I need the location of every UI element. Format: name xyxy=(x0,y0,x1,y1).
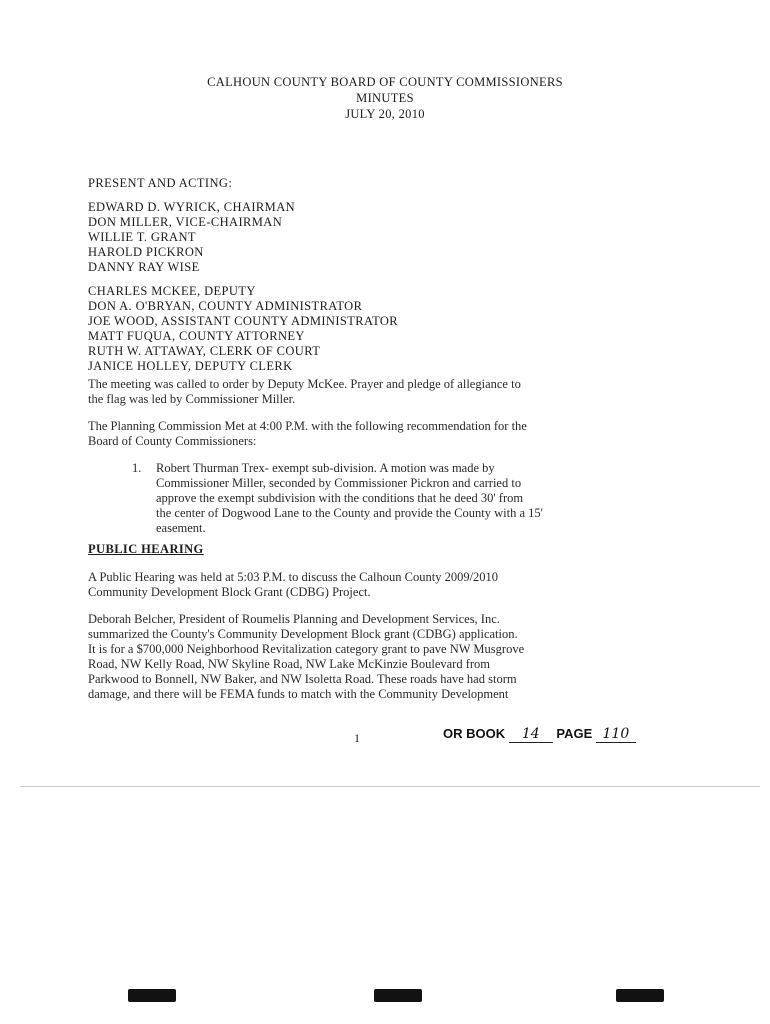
para-line: Deborah Belcher, President of Roumelis Planning and Development Services, Inc. xyxy=(88,612,500,626)
item-line: Commissioner Miller, seconded by Commissioner Pickron and carried to xyxy=(156,476,522,490)
scan-registration-mark xyxy=(374,989,422,1002)
page-label: PAGE xyxy=(556,726,593,741)
document-subtitle: MINUTES xyxy=(356,91,414,105)
scan-registration-mark xyxy=(128,989,176,1002)
scan-registration-mark xyxy=(616,989,664,1002)
commissioner-line: HAROLD PICKRON xyxy=(88,245,204,259)
para-line: Road, NW Kelly Road, NW Skyline Road, NW Lake McKinzie Boulevard from xyxy=(88,657,491,671)
staff-line: JOE WOOD, ASSISTANT COUNTY ADMINISTRATOR xyxy=(88,314,399,328)
item-line: easement. xyxy=(156,521,206,535)
commissioner-line: DANNY RAY WISE xyxy=(88,260,200,274)
para-line: It is for a $700,000 Neighborhood Revitalization category grant to pave NW Musgrove xyxy=(88,642,525,656)
para-line: Board of County Commissioners: xyxy=(88,434,257,448)
para-line: A Public Hearing was held at 5:03 P.M. to discuss the Calhoun County 2009/2010 xyxy=(88,570,499,584)
para-line: the flag was led by Commissioner Miller. xyxy=(88,392,296,406)
item-line: the center of Dogwood Lane to the County and provide the County with a 15' xyxy=(156,506,543,520)
commissioner-line: DON MILLER, VICE-CHAIRMAN xyxy=(88,215,283,229)
section-heading: PUBLIC HEARING xyxy=(88,542,204,556)
staff-line: CHARLES MCKEE, DEPUTY xyxy=(88,284,256,298)
page-divider xyxy=(20,786,760,787)
item-number: 1. xyxy=(132,461,142,475)
item-line: approve the exempt subdivision with the conditions that he deed 30' from xyxy=(156,491,524,505)
para-line: damage, and there will be FEMA funds to match with the Community Development xyxy=(88,687,509,701)
present-heading: PRESENT AND ACTING: xyxy=(88,176,233,190)
commissioner-line: EDWARD D. WYRICK, CHAIRMAN xyxy=(88,200,296,214)
commissioner-line: WILLIE T. GRANT xyxy=(88,230,196,244)
item-line: Robert Thurman Trex- exempt sub-division. A motion was made by xyxy=(156,461,495,475)
para-line: The meeting was called to order by Deputy McKee. Prayer and pledge of allegiance to xyxy=(88,377,521,391)
page-value: 110 xyxy=(596,726,636,743)
or-book-stamp xyxy=(443,726,636,743)
para-line: Parkwood to Bonnell, NW Baker, and NW Isoletta Road. These roads have had storm xyxy=(88,672,517,686)
or-book-value: 14 xyxy=(509,726,553,743)
staff-line: RUTH W. ATTAWAY, CLERK OF COURT xyxy=(88,344,321,358)
staff-line: DON A. O'BRYAN, COUNTY ADMINISTRATOR xyxy=(88,299,363,313)
meeting-date: JULY 20, 2010 xyxy=(345,107,425,121)
para-line: summarized the County's Community Development Block grant (CDBG) application. xyxy=(88,627,518,641)
page-number: 1 xyxy=(354,731,360,745)
staff-line: JANICE HOLLEY, DEPUTY CLERK xyxy=(88,359,293,373)
para-line: Community Development Block Grant (CDBG) Project. xyxy=(88,585,371,599)
document-title: CALHOUN COUNTY BOARD OF COUNTY COMMISSIONERS xyxy=(207,75,563,89)
or-book-label: OR BOOK xyxy=(443,726,506,741)
staff-line: MATT FUQUA, COUNTY ATTORNEY xyxy=(88,329,305,343)
para-line: The Planning Commission Met at 4:00 P.M. with the following recommendation for the xyxy=(88,419,527,433)
